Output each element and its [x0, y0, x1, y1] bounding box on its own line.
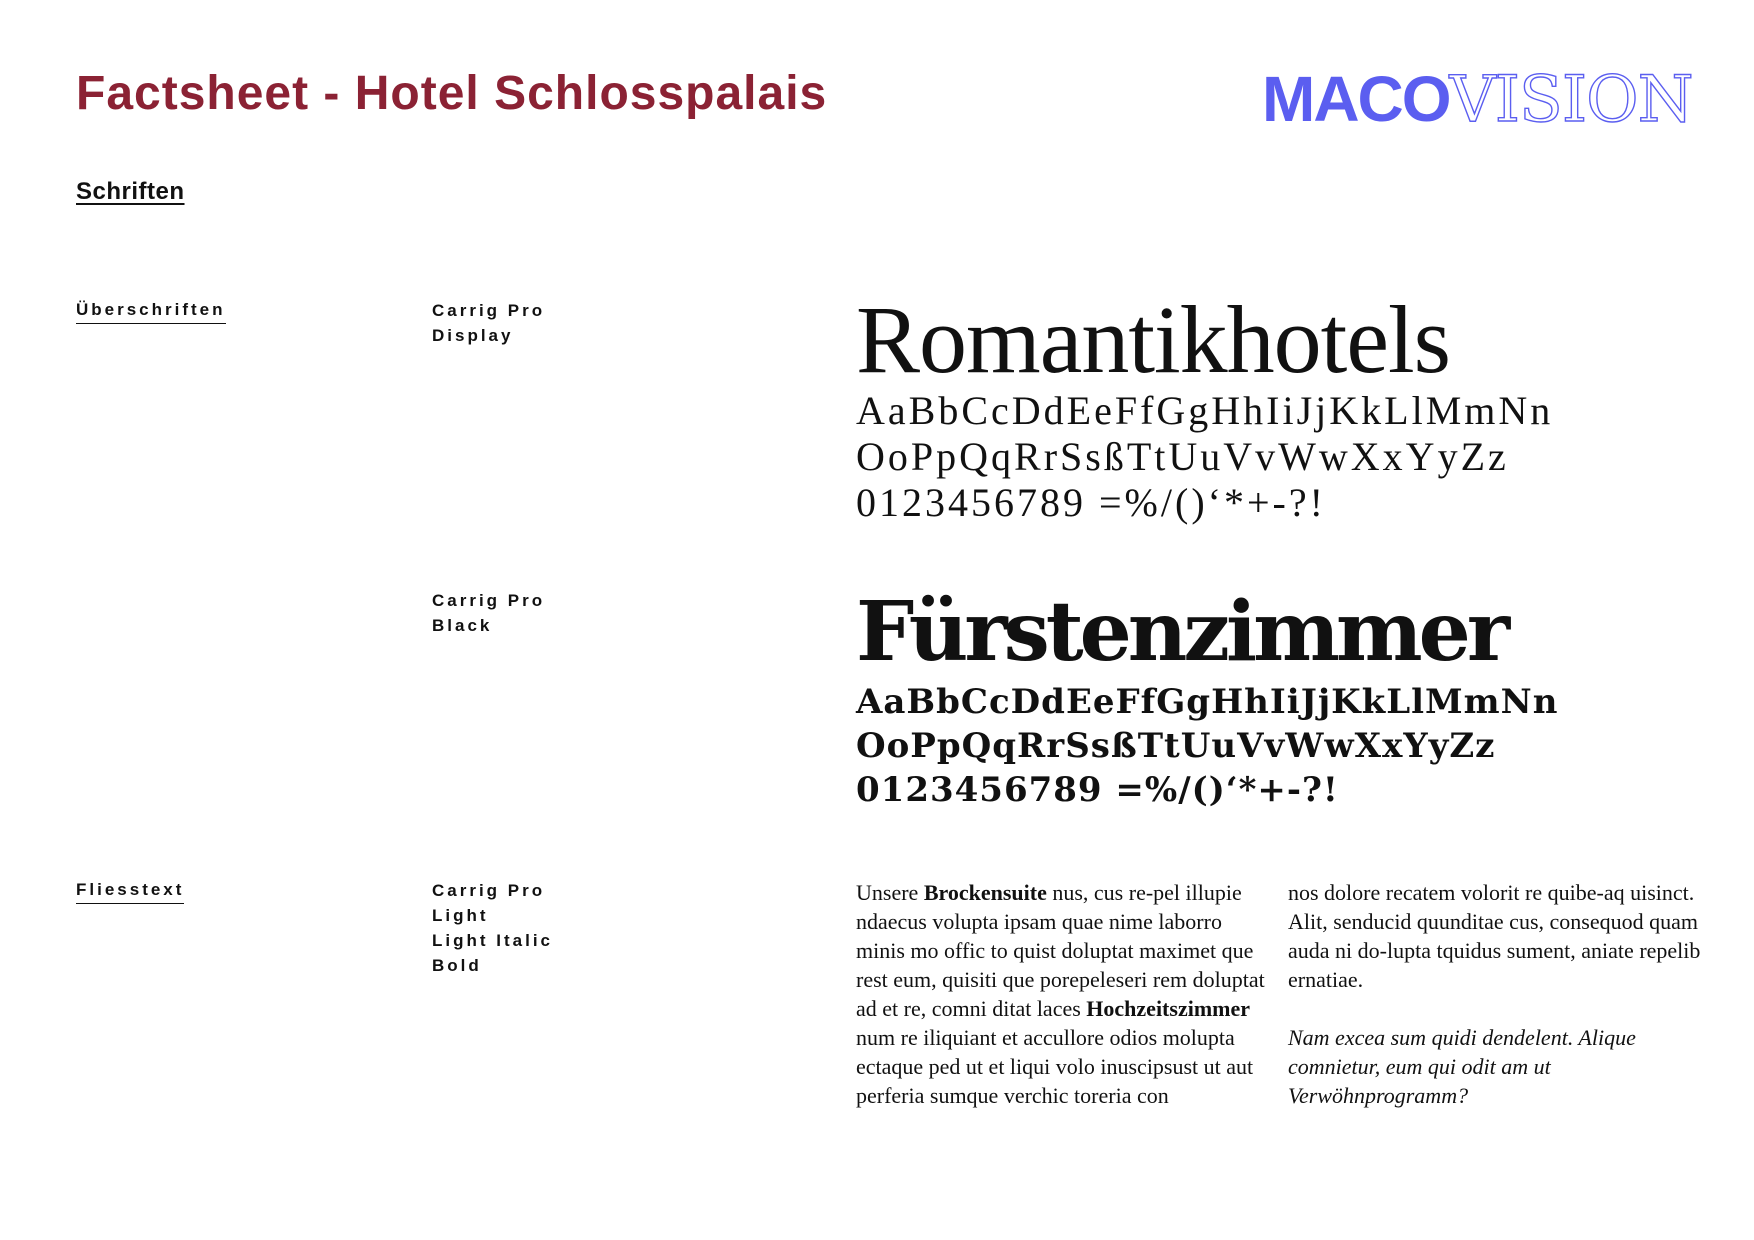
font-name: Carrig Pro	[432, 591, 546, 610]
charset-line-1: AaBbCcDdEeFfGgHhIiJjKkLlMmNn	[856, 388, 1554, 433]
font-info-black	[432, 588, 545, 638]
charset-line-2: OoPpQqRrSsßTtUuVvWwXxYyZz	[856, 726, 1496, 766]
body-text-column-2	[1288, 878, 1708, 1110]
sample-word-display: Romantikhotels	[856, 286, 1450, 393]
charset-line-3: 0123456789 =%/()‘*+-?!	[856, 770, 1339, 810]
section-title: Schriften	[76, 178, 185, 205]
font-style: Black	[432, 616, 493, 635]
charset-line-3: 0123456789 =%/()‘*+-?!	[856, 480, 1326, 525]
bold-term: Hochzeitszimmer	[1086, 996, 1250, 1021]
font-style-light: Light	[432, 906, 489, 925]
logo-text-vision: VISION	[1449, 63, 1693, 137]
font-style-bold: Bold	[432, 956, 482, 975]
italic-paragraph: Nam excea sum quidi dendelent. Alique comnietur, eum qui odit am ut Verwöhnprogramm?	[1288, 1025, 1636, 1108]
bold-term: Brockensuite	[923, 880, 1047, 905]
specimen-display	[856, 286, 1554, 526]
charset-line-1: AaBbCcDdEeFfGgHhIiJjKkLlMmNn	[856, 682, 1559, 722]
body-paragraph: nos dolore recatem volorit re quibe-aq uisinct. Alit, senducid quunditae cus, consequod quam auda ni do-lupta tquidus sument, aniate repelib ernatiae.	[1288, 880, 1701, 992]
label-body-text: Fliesstext	[76, 880, 184, 904]
page-title: Factsheet - Hotel Schlosspalais	[76, 67, 828, 120]
font-style-light-italic: Light Italic	[432, 931, 553, 950]
font-info-display	[432, 298, 545, 348]
font-info-body	[432, 878, 553, 978]
logo-text-maco: MACO	[1262, 63, 1450, 135]
macovision-logo	[1262, 63, 1693, 137]
font-name: Carrig Pro	[432, 881, 546, 900]
specimen-black	[856, 584, 1558, 812]
body-paragraph: Unsere Brockensuite nus, cus re-pel illupie ndaecus volupta ipsam quae nime laborro minis mo offic to quist doluptat maximet que rest eum, quisiti que porepeleseri rem doluptat ad et re, comni ditat laces Hochzeitszimmer num re iliquiant et accullore odios molupta ectaque ped ut et liqui volo inuscipsust ut aut perferia sumque verchic toreria con	[856, 880, 1265, 1108]
label-headings: Überschriften	[76, 300, 226, 324]
charset-line-2: OoPpQqRrSsßTtUuVvWwXxYyZz	[856, 434, 1509, 479]
sample-word-black: Fürstenzimmer	[856, 584, 1507, 680]
font-name: Carrig Pro	[432, 301, 546, 320]
body-text-column-1	[856, 878, 1276, 1110]
font-style: Display	[432, 326, 514, 345]
